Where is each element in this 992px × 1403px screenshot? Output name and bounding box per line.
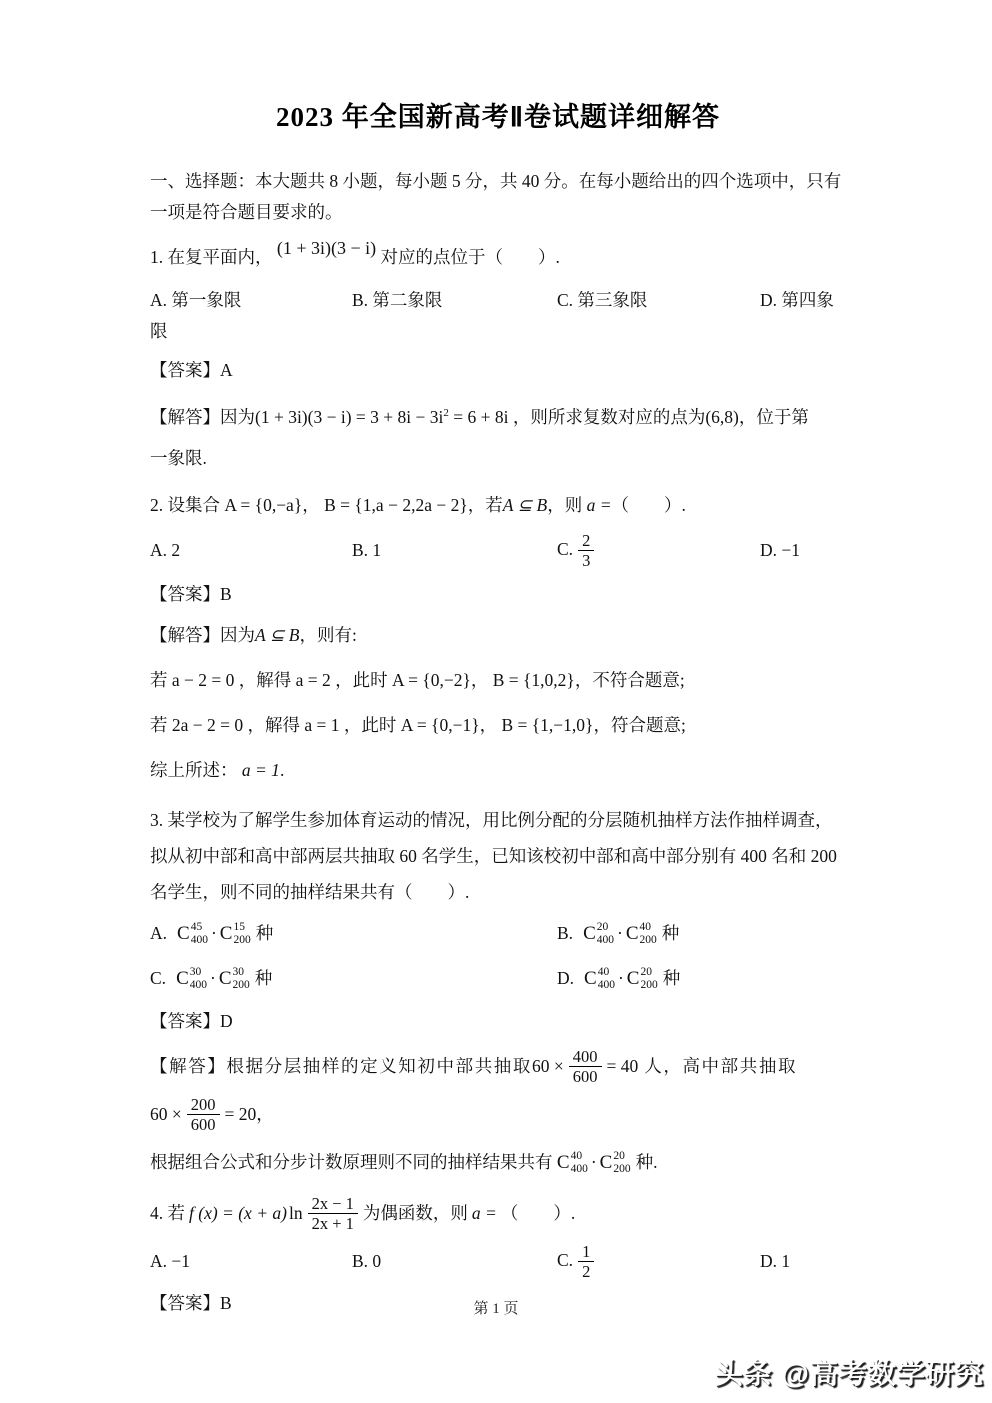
- stem-text: （ ）.: [500, 1203, 576, 1224]
- solution-point: (6,8): [705, 407, 739, 427]
- question-2-option-c: C. $\frac{2}{3}$: [557, 531, 760, 571]
- question-1-options: [150, 285, 846, 316]
- solution-text: 则所求复数对应的点为: [530, 407, 706, 427]
- subset-relation: A ⊆ B: [255, 624, 300, 645]
- question-2-options: [150, 531, 846, 571]
- stem-text: ，若: [467, 495, 503, 515]
- solution-text: 根据组合公式和分步计数原理则不同的抽样结果共有: [150, 1151, 553, 1172]
- question-4-number: 4. 若: [150, 1203, 185, 1224]
- stem-text: ，: [302, 495, 325, 515]
- equation-part: 60 ×: [532, 1056, 564, 1077]
- solution-text: 【解答】根据分层抽样的定义知初中部共抽取: [150, 1056, 532, 1077]
- question-3-solution-line-1: [150, 1047, 846, 1087]
- stem-text: 为偶函数，则: [362, 1203, 468, 1224]
- function-expression: f (x) = (x + a): [189, 1203, 287, 1224]
- multiplication-dot: ·: [210, 922, 217, 943]
- question-2-solution-line-2: 若 a − 2 = 0 ，解得 a = 2 ，此时 A = {0,−2}， B = {1,0,2}，不符合题意;: [150, 669, 685, 690]
- question-4-option-b: B. 0: [352, 1251, 382, 1272]
- question-2-solution-line-1: [150, 620, 846, 651]
- question-1-expression: (1 + 3i)(3 − i): [276, 238, 377, 258]
- solution-text: .: [279, 759, 285, 780]
- set-b-definition: B = {1,a − 2,2a − 2}: [324, 495, 468, 515]
- combination-symbol: C 20 400: [583, 921, 614, 946]
- question-4-option-a: A. −1: [150, 1251, 191, 1272]
- question-3-option-a: A. C 45 400 · C 15 200 种: [150, 918, 557, 949]
- question-2-option-d: D. −1: [760, 540, 801, 561]
- subset-relation: A ⊆ B: [502, 495, 548, 515]
- solution-text: 【解答】因为: [150, 624, 255, 645]
- question-3-options-row-1: [150, 918, 846, 949]
- solution-text: ，则有:: [299, 624, 357, 645]
- ln-symbol: ln: [288, 1203, 303, 1224]
- variable-a: a =: [586, 495, 612, 515]
- solution-text: 【解答】因为: [150, 407, 255, 427]
- fraction: $\frac{400}{600}$: [569, 1047, 602, 1087]
- combination-symbol: C 30 200: [218, 966, 250, 991]
- page-title: 2023 年全国新高考Ⅱ卷试题详细解答: [275, 102, 721, 132]
- question-3-options-row-2: [150, 963, 846, 994]
- question-1-solution-line-1: [150, 398, 846, 433]
- question-3-option-b: B. C 20 400 · C 40 200 种: [557, 918, 846, 949]
- question-3-solution-line-3: [150, 1147, 846, 1178]
- combination-symbol: C 40 400: [584, 966, 615, 991]
- stem-text: ，则: [547, 495, 583, 515]
- question-1-option-d-wrap: 限: [150, 321, 168, 341]
- combination-symbol: C 40 400: [556, 1149, 588, 1175]
- equation-part: = 20: [224, 1104, 257, 1125]
- question-1-stem: [150, 238, 846, 273]
- question-1-solution-line-2: 一象限.: [150, 448, 207, 468]
- question-2-option-a: A. 2: [150, 540, 181, 561]
- combination-symbol: C 15 200: [219, 921, 251, 946]
- question-1-suffix: 对应的点位于（ ）.: [380, 247, 560, 267]
- question-3-stem-line-3: 名学生，则不同的抽样结果共有（ ）.: [150, 881, 470, 902]
- question-1-answer: 【答案】A: [150, 360, 233, 380]
- variable-a: a =: [471, 1203, 497, 1224]
- question-1-option-b: B. 第二象限: [352, 290, 443, 310]
- question-2-solution-line-3: 若 2a − 2 = 0 ，解得 a = 1 ，此时 A = {0,−1}， B = {1,−1,0}，符合题意;: [150, 714, 686, 735]
- question-2-number: 2. 设集合: [150, 495, 220, 515]
- solution-text: 综上所述：: [150, 759, 238, 780]
- question-4-option-c: C. $\frac{1}{2}$: [557, 1242, 760, 1282]
- page-number: 第 1 页: [473, 1301, 519, 1317]
- question-1-option-a: A. 第一象限: [150, 290, 242, 310]
- question-4-options: [150, 1242, 846, 1282]
- instructions-line-2: 一项是符合题目要求的。: [150, 202, 343, 222]
- question-4-stem: [150, 1194, 846, 1234]
- combination-symbol: C 45 400: [177, 921, 208, 946]
- question-1-number: 1. 在复平面内，: [150, 247, 273, 267]
- question-2-option-b: B. 1: [352, 540, 382, 561]
- question-3-option-d: D. C 40 400 · C 20 200 种: [557, 963, 846, 994]
- question-2-solution-line-4: [150, 755, 846, 786]
- equation-part: = 40: [606, 1056, 639, 1077]
- fraction: $\frac{1}{2}$: [578, 1242, 594, 1282]
- question-3-solution-line-2: [150, 1095, 846, 1135]
- watermark-toutiao: 头条 @高考数学研究: [714, 1358, 984, 1389]
- exponent: 2: [443, 407, 449, 419]
- fraction: $\frac{200}{600}$: [187, 1095, 220, 1135]
- combination-symbol: C 20 200: [626, 966, 658, 991]
- question-3-answer: 【答案】D: [150, 1010, 233, 1031]
- question-4-answer: 【答案】B: [150, 1292, 232, 1313]
- question-1-option-c: C. 第三象限: [557, 290, 648, 310]
- question-2-stem: [150, 490, 846, 521]
- question-3-stem-line-2: 拟从初中部和高中部两层共抽取 60 名学生，已知该校初中部和高中部分别有 400 名和 200: [150, 845, 837, 866]
- conclusion-value: a = 1: [241, 759, 280, 780]
- multiplication-dot: ·: [590, 1151, 597, 1172]
- question-2-answer: 【答案】B: [150, 583, 232, 604]
- question-4-option-d: D. 1: [760, 1251, 791, 1272]
- instructions-line-1: 一、选择题：本大题共 8 小题，每小题 5 分，共 40 分。在每小题给出的四个选项中，只有: [150, 171, 842, 191]
- solution-equation: $(1 + 3i)(3 - i) = 3 + 8i - 3i^2 = 6 + 8i$ ，: [255, 407, 531, 427]
- combination-symbol: C 40 200: [625, 921, 657, 946]
- solution-text: 人，高中部共抽取: [644, 1056, 798, 1077]
- set-a-definition: A = {0,−a}: [224, 495, 303, 515]
- fraction: $\frac{2x - 1}{2x + 1}$: [308, 1194, 358, 1234]
- solution-text: ，: [256, 1104, 274, 1125]
- multiplication-dot: ·: [617, 967, 624, 988]
- combination-symbol: C 20 200: [599, 1149, 631, 1175]
- combination-symbol: C 30 400: [176, 966, 207, 991]
- fraction: $\frac{2}{3}$: [578, 531, 594, 571]
- stem-text: （ ）.: [611, 495, 686, 515]
- solution-text: ，位于第: [738, 407, 809, 427]
- solution-text: 种.: [635, 1151, 658, 1172]
- question-3-option-c: C. C 30 400 · C 30 200 种: [150, 963, 557, 994]
- question-3-stem-line-1: 3. 某学校为了解学生参加体育运动的情况，用比例分配的分层随机抽样方法作抽样调查，: [150, 809, 833, 830]
- multiplication-dot: ·: [617, 922, 623, 943]
- equation-part: 60 ×: [150, 1104, 182, 1125]
- multiplication-dot: ·: [210, 967, 216, 988]
- question-1-option-d: D. 第四象: [760, 290, 834, 310]
